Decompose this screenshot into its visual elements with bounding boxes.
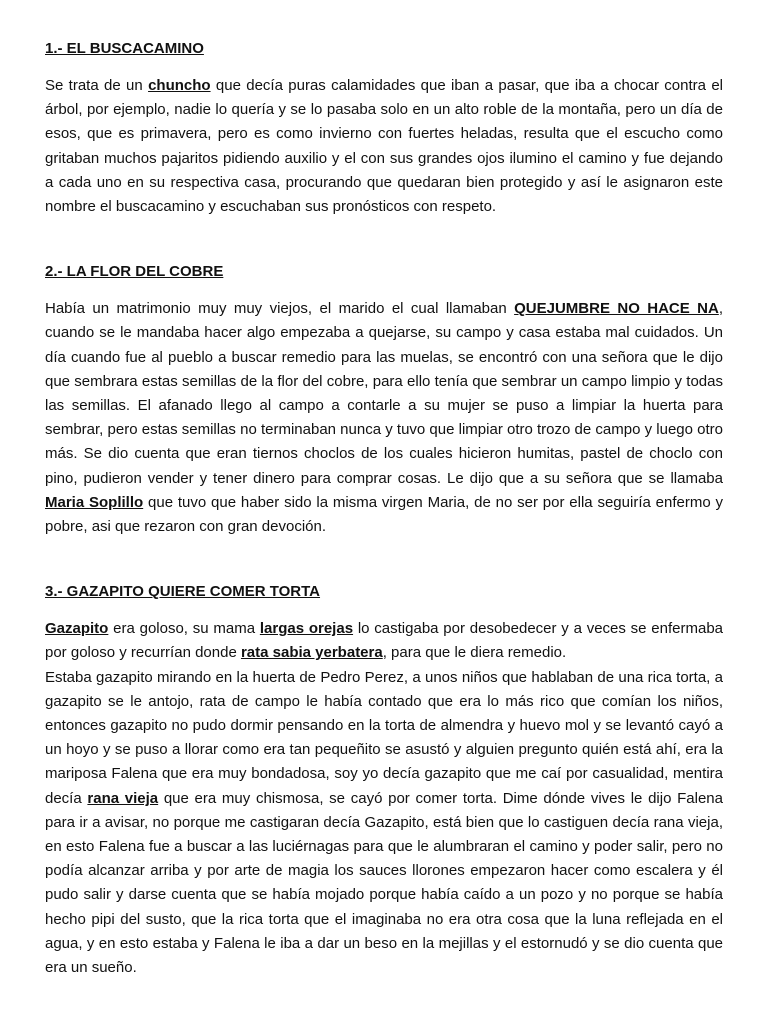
section-heading: 1.- EL BUSCACAMINO <box>45 40 204 57</box>
highlighted-term: QUEJUMBRE NO HACE NA <box>514 300 719 318</box>
section-gazapito-quiere-comer-torta <box>45 581 723 980</box>
section-el-buscacamino <box>45 38 723 219</box>
highlighted-term: rana vieja <box>87 789 159 807</box>
paragraph-text: que tuvo que haber sido la misma virgen Maria, de no ser por ella seguiría enfermo y pobre, asi que rezaron con gran devoción. <box>45 493 724 536</box>
paragraph-text: era goloso, su mama <box>108 620 260 638</box>
paragraph-text: que decía puras calamidades que iban a pasar, que iba a chocar contra el árbol, por ejemplo, nadie lo quería y se lo pasaba solo en un alto roble de la montaña, pero un día de esos, que es primavera, pero es como invierno con fuertes heladas, resulta que el escucho como gritaban muchos pajaritos pidiendo auxilio y el con sus grandes ojos ilumino el camino y fue dejando a cada uno en su respectiva casa, procurando que quedaran bien protegido y así le asignaron este nombre el buscacamino y escuchaban sus pronósticos con respeto. <box>45 77 723 216</box>
section-heading: 2.- LA FLOR DEL COBRE <box>45 263 224 281</box>
paragraph-text: Se trata de un <box>45 77 149 94</box>
section-heading: 3.- GAZAPITO QUIERE COMER TORTA <box>45 583 321 601</box>
section-paragraph <box>45 297 723 539</box>
paragraph-text: lo castigaba por desobedecer y a veces se enfermaba por goloso y recurrían donde <box>45 620 724 662</box>
section-la-flor-del-cobre <box>45 261 723 539</box>
paragraph-text: Había un matrimonio muy muy viejos, el marido el cual llamaban <box>45 300 515 318</box>
section-paragraph <box>45 666 723 981</box>
paragraph-text: Estaba gazapito mirando en la huerta de Pedro Perez, a unos niños que hablaban de una rica torta, a gazapito se le antojo, rata de campo le había contado que era lo más rico que comían los niños, entonces gazapito no pudo dormir pensando en la torta de almendra y huevo mol y se levantó cayó a un hoyo y se puso a llorar como era tan pequeñito se asustó y alguien pregunto quién está ahí, era la mariposa Falena que era muy bondadosa, soy yo decía gazapito que me caí por casualidad, mentira decía <box>45 668 723 807</box>
document-page <box>45 38 723 980</box>
highlighted-term: rata sabia yerbatera <box>240 644 383 662</box>
highlighted-term: Gazapito <box>45 620 109 638</box>
paragraph-text: , para que le diera remedio. <box>382 644 567 662</box>
highlighted-term: largas orejas <box>259 620 354 638</box>
section-paragraph <box>45 617 723 665</box>
section-paragraph <box>45 74 723 219</box>
paragraph-text: que era muy chismosa, se cayó por comer torta. Dime dónde vives le dijo Falena para ir a avisar, no porque me castigaran decía Gazapito, está bien que lo castiguen decía rana vieja, en esto Falena fue a buscar a las luciérnagas para que le alumbraran el camino y poder salir, pero no podía alcanzar arriba y por arte de magia los sauces llorones empezaron hacer como escalera y él pudo salir y darse cuenta que se había mojado porque había caído a un pozo y no porque se había hecho pipi del susto, que la rica torta que el imaginaba no era otra cosa que la luna reflejada en el agua, y en esto estaba y Falena le iba a dar un beso en la mejillas y el estornudó y se dio cuenta que era un sueño. <box>45 789 723 977</box>
highlighted-term: chuncho <box>148 77 211 94</box>
paragraph-text: , cuando se le mandaba hacer algo empezaba a quejarse, su campo y casa estaba mal cuidados. Un día cuando fue al pueblo a buscar remedio para las muelas, se encontró con una señora que le dijo que sembrara estas semillas de la flor del cobre, para ello tenía que sembrar un campo limpio y todas las semillas. El afanado llego al campo a contarle a su mujer se puso a limpiar la huerta para sembrar, pero estas semillas no terminaban nunca y tuvo que limpiar otro trozo de campo y luego otro más. Se dio cuenta que eran tiernos choclos de los cuales hicieron humitas, pastel de choclo con pino, pudieron vender y tener dinero para comprar cosas. Le dijo que a su señora que se llamaba <box>45 300 723 487</box>
highlighted-term: Maria Soplillo <box>45 493 144 511</box>
